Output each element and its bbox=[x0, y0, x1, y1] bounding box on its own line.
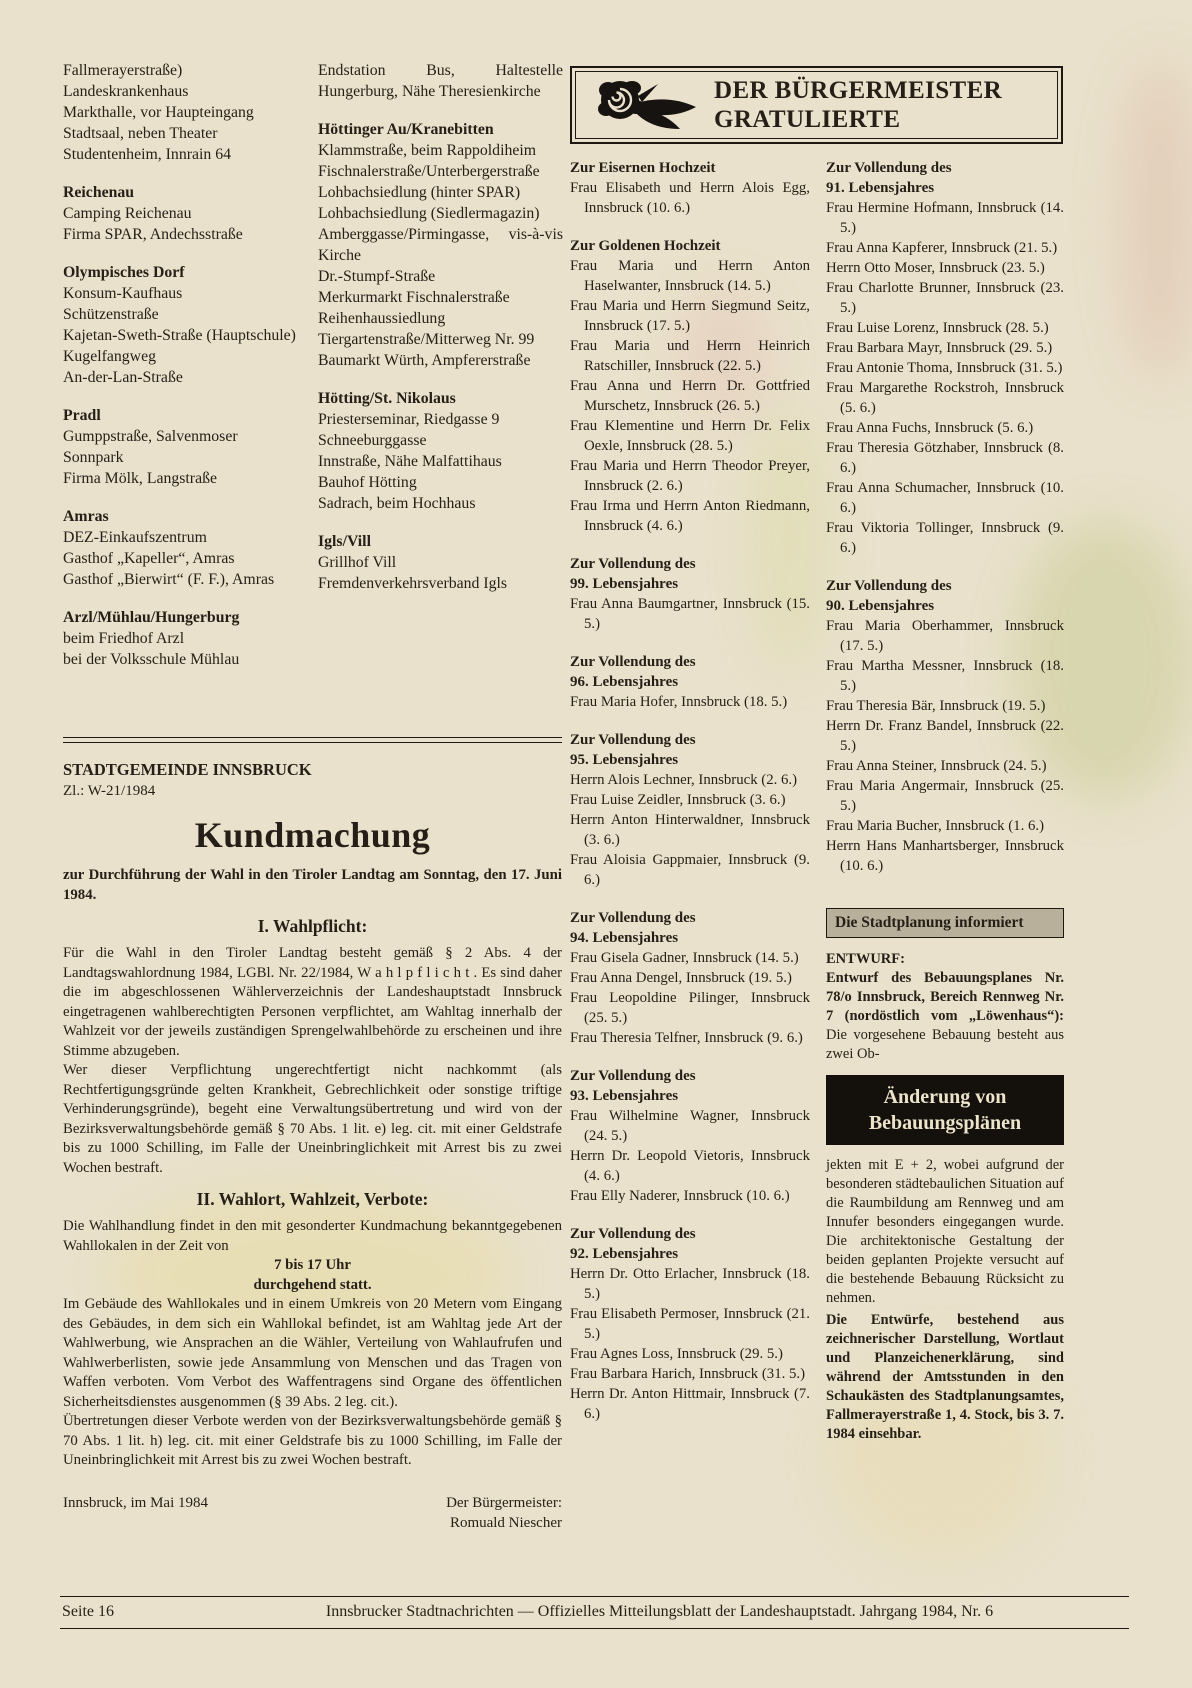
location-item: beim Friedhof Arzl bbox=[63, 630, 185, 647]
stadtplanung-box-title: Die Stadtplanung informiert bbox=[826, 908, 1064, 938]
kundmachung-title: Kundmachung bbox=[194, 815, 431, 855]
location-item: Landeskrankenhaus bbox=[63, 83, 189, 100]
gratulation-section-title: Zur Vollendung des 96. Lebensjahres bbox=[570, 654, 696, 690]
page-footer bbox=[60, 1596, 1129, 1629]
gratulation-entry: Frau Maria und Herrn Siegmund Seitz, Innsbruck (17. 5.) bbox=[570, 298, 810, 334]
location-group-heading: Igls/Vill bbox=[318, 533, 371, 550]
kundmachung-signature-row bbox=[63, 1493, 562, 1533]
gratulation-entry: Frau Theresia Götzhaber, Innsbruck (8. 6.) bbox=[826, 440, 1064, 476]
gratulation-section bbox=[570, 1224, 810, 1424]
double-rule bbox=[63, 737, 562, 743]
location-item: Fremdenverkehrsverband Igls bbox=[318, 575, 508, 592]
location-item: Priesterseminar, Riedgasse 9 bbox=[318, 411, 500, 428]
location-item: An-der-Lan-Straße bbox=[63, 369, 183, 386]
location-item: Firma SPAR, Andechsstraße bbox=[63, 226, 243, 243]
location-group bbox=[318, 388, 563, 514]
location-item: Schützenstraße bbox=[63, 306, 159, 323]
gratulation-entry-list bbox=[570, 948, 810, 1048]
location-item: Stadtsaal, neben Theater bbox=[63, 125, 218, 142]
location-item: Merkurmarkt Fischnalerstraße bbox=[318, 289, 510, 306]
gratulation-entry: Herrn Alois Lechner, Innsbruck (2. 6.) bbox=[570, 772, 798, 788]
entwurf-regular-text: Die vorgesehene Bebauung besteht aus zwei Ob- bbox=[826, 1027, 1064, 1062]
location-item: Sadrach, beim Hochhaus bbox=[318, 495, 476, 512]
gratulation-entry: Frau Leopoldine Pilinger, Innsbruck (25. 5.) bbox=[570, 990, 810, 1026]
gratulation-entry: Frau Maria und Herrn Heinrich Ratschiller, Innsbruck (22. 5.) bbox=[570, 338, 810, 374]
location-list bbox=[63, 60, 308, 165]
location-group-heading: Höttinger Au/Kranebitten bbox=[318, 121, 494, 138]
gratulation-section bbox=[570, 908, 810, 1048]
entwurf-paragraph bbox=[826, 969, 1064, 1064]
gratulation-header-inner bbox=[575, 71, 1058, 139]
kundmachung-org: STADTGEMEINDE INNSBRUCK bbox=[63, 760, 312, 779]
gratulation-section-title: Zur Vollendung des 93. Lebensjahres bbox=[570, 1068, 696, 1104]
gratulation-entry: Herrn Dr. Otto Erlacher, Innsbruck (18. 5.) bbox=[570, 1266, 810, 1302]
gratulation-entry: Herrn Anton Hinterwaldner, Innsbruck (3. 6.) bbox=[570, 812, 810, 848]
kundmachung-section2-body bbox=[63, 1295, 562, 1471]
location-group bbox=[63, 182, 308, 245]
gratulation-section bbox=[826, 576, 1064, 876]
location-item: Klammstraße, beim Rappoldiheim bbox=[318, 142, 537, 159]
location-item: Endstation Bus, Haltestelle Hungerburg, Nähe Theresienkirche bbox=[318, 62, 563, 100]
gratulation-entry: Frau Margarethe Rockstroh, Innsbruck (5. 6.) bbox=[826, 380, 1064, 416]
location-group bbox=[318, 60, 563, 102]
gratulation-entry: Frau Anna und Herrn Dr. Gottfried Murschetz, Innsbruck (26. 5.) bbox=[570, 378, 810, 414]
gratulation-entry-list bbox=[826, 198, 1064, 558]
gratulation-section bbox=[570, 652, 810, 712]
location-list bbox=[63, 283, 308, 388]
gratulation-title-line2: GRATULIERTE bbox=[714, 106, 901, 133]
gratulation-entry: Frau Wilhelmine Wagner, Innsbruck (24. 5.) bbox=[570, 1108, 810, 1144]
gratulation-entry: Frau Anna Kapferer, Innsbruck (21. 5.) bbox=[826, 240, 1058, 256]
location-list bbox=[318, 60, 563, 102]
gratulation-column-3 bbox=[570, 158, 810, 1424]
gratulation-section-title: Zur Vollendung des 95. Lebensjahres bbox=[570, 732, 696, 768]
gratulation-entry-list bbox=[570, 1264, 810, 1424]
gratulation-entry: Frau Irma und Herrn Anton Riedmann, Innsbruck (4. 6.) bbox=[570, 498, 810, 534]
gratulation-entry: Frau Luise Lorenz, Innsbruck (28. 5.) bbox=[826, 320, 1049, 336]
bebauungsplaene-headline: Änderung von Bebauungsplänen bbox=[826, 1075, 1064, 1145]
page-number: Seite 16 bbox=[62, 1603, 114, 1620]
location-list bbox=[318, 140, 563, 371]
location-list bbox=[63, 426, 308, 489]
gratulation-section bbox=[826, 158, 1064, 558]
gratulation-section bbox=[570, 730, 810, 890]
paper-stain bbox=[1120, 60, 1192, 380]
kundmachung-subtitle: zur Durchführung der Wahl in den Tiroler Landtag am Sonntag, den 17. Juni 1984. bbox=[63, 867, 562, 903]
gratulation-entry: Herrn Dr. Franz Bandel, Innsbruck (22. 5.) bbox=[826, 718, 1064, 754]
gratulation-entry: Frau Anna Dengel, Innsbruck (19. 5.) bbox=[570, 970, 792, 986]
gratulation-section-title: Zur Vollendung des 91. Lebensjahres bbox=[826, 160, 952, 196]
location-group-heading: Hötting/St. Nikolaus bbox=[318, 390, 456, 407]
location-list bbox=[318, 552, 563, 594]
location-item: Kugelfangweg bbox=[63, 348, 156, 365]
kundmachung-paragraph: Wer dieser Verpflichtung ungerechtfertigt nicht nachkommt (als Rechtfertigungsgründe gelten Krankheit, Gebrechlichkeit oder sonstige triftige Verhinderungsgründe), begeht eine Verwaltungsübertretung und wird von der Bezirksverwaltungsbehörde gemäß § 70 Abs. 1 lit. e) leg. cit. mit einer Geldstrafe bis zu 1000 Schilling, im Falle der Uneinbringlichkeit mit Arrest bis zu zwei Wochen bestraft. bbox=[63, 1062, 562, 1176]
stadtplanung-notice: Die Entwürfe, bestehend aus zeichnerischer Darstellung, Wortlaut und Planzeichenerklärung, sind während der Amtsstunden in den Schaukästen des Stadtplanungsamtes, Fallmerayerstraße 1, 4. Stock, bis 3. 7. 1984 einsehbar. bbox=[826, 1312, 1064, 1442]
kundmachung-section1-body bbox=[63, 944, 562, 1178]
gratulation-section-title: Zur Vollendung des 99. Lebensjahres bbox=[570, 556, 696, 592]
gratulation-entry: Frau Agnes Loss, Innsbruck (29. 5.) bbox=[570, 1346, 783, 1362]
gratulation-section-title: Zur Eisernen Hochzeit bbox=[570, 160, 716, 176]
gratulation-entry: Frau Elly Naderer, Innsbruck (10. 6.) bbox=[570, 1188, 790, 1204]
location-group bbox=[63, 607, 308, 670]
gratulation-section bbox=[570, 158, 810, 218]
location-item: Fischnalerstraße/Unterbergerstraße bbox=[318, 163, 540, 180]
gratulation-entry-list bbox=[570, 1106, 810, 1206]
gratulation-section-title: Zur Vollendung des 90. Lebensjahres bbox=[826, 578, 952, 614]
kundmachung-section2-title: II. Wahlort, Wahlzeit, Verbote: bbox=[196, 1189, 429, 1209]
kundmachung-reference: Zl.: W-21/1984 bbox=[63, 783, 156, 799]
polling-locations-column-2 bbox=[318, 60, 563, 594]
location-item: Reihenhaussiedlung Tiergartenstraße/Mitterweg Nr. 99 bbox=[318, 310, 535, 348]
location-item: Dr.-Stumpf-Straße bbox=[318, 268, 436, 285]
gratulation-entry: Frau Anna Baumgartner, Innsbruck (15. 5.) bbox=[570, 596, 810, 632]
stadtplanung-box bbox=[826, 908, 1064, 1444]
voting-hours: 7 bis 17 Uhr bbox=[274, 1257, 351, 1273]
location-item: bei der Volksschule Mühlau bbox=[63, 651, 240, 668]
gratulation-entry: Frau Maria Hofer, Innsbruck (18. 5.) bbox=[570, 694, 788, 710]
gratulation-entry: Frau Elisabeth und Herrn Alois Egg, Innsbruck (10. 6.) bbox=[570, 180, 810, 216]
kundmachung-paragraph: Für die Wahl in den Tiroler Landtag besteht gemäß § 2 Abs. 4 der Landtagswahlordnung 1984, LGBl. Nr. 22/1984, W a h l p f l i c h t . Es sind daher die im abgeschlossenen Wählerverzeichnis der Landeshauptstadt Innsbruck eingetragenen wahlberechtigten Personen verpflichtet, am Wahltag innerhalb der Wahlzeit vor der jeweils zuständigen Sprengelwahlbehörde zu erscheinen und ihre Stimme abzugeben. bbox=[63, 945, 562, 1059]
rose-icon bbox=[586, 74, 704, 137]
gratulation-entry-list bbox=[826, 616, 1064, 876]
gratulation-entry: Herrn Dr. Leopold Vietoris, Innsbruck (4. 6.) bbox=[570, 1148, 810, 1184]
voting-hours-continuous: durchgehend statt. bbox=[253, 1276, 372, 1293]
gratulation-entry: Frau Maria und Herrn Theodor Preyer, Innsbruck (2. 6.) bbox=[570, 458, 810, 494]
location-item: Gasthof „Kapeller“, Amras bbox=[63, 550, 235, 567]
gratulation-entry: Frau Theresia Bär, Innsbruck (19. 5.) bbox=[826, 698, 1046, 714]
gratulation-section-title: Zur Vollendung des 92. Lebensjahres bbox=[570, 1226, 696, 1262]
gratulation-title-line1: DER BÜRGERMEISTER bbox=[714, 77, 1003, 104]
location-item: Kajetan-Sweth-Straße (Hauptschule) bbox=[63, 327, 296, 344]
gratulation-column-4 bbox=[826, 158, 1064, 1444]
gratulation-section bbox=[570, 554, 810, 634]
gratulation-header-box bbox=[570, 66, 1063, 144]
gratulation-entry: Frau Maria Angermair, Innsbruck (25. 5.) bbox=[826, 778, 1064, 814]
location-item: Gumppstraße, Salvenmoser bbox=[63, 428, 238, 445]
location-item: Markthalle, vor Haupteingang bbox=[63, 104, 254, 121]
gratulation-section bbox=[570, 236, 810, 536]
gratulation-entry: Herrn Hans Manhartsberger, Innsbruck (10. 6.) bbox=[826, 838, 1064, 874]
location-item: Bauhof Hötting bbox=[318, 474, 417, 491]
signer-role: Der Bürgermeister: bbox=[446, 1494, 562, 1511]
location-group-heading: Arzl/Mühlau/Hungerburg bbox=[63, 609, 240, 626]
gratulation-entry: Herrn Dr. Anton Hittmair, Innsbruck (7. 6.) bbox=[570, 1386, 810, 1422]
location-item: Schneeburggasse bbox=[318, 432, 427, 449]
location-item: Grillhof Vill bbox=[318, 554, 397, 571]
location-item: Sonnpark bbox=[63, 449, 124, 466]
gratulation-entry: Frau Aloisia Gappmaier, Innsbruck (9. 6.) bbox=[570, 852, 810, 888]
gratulation-entry: Frau Hermine Hofmann, Innsbruck (14. 5.) bbox=[826, 200, 1064, 236]
kundmachung-paragraph: Übertretungen dieser Verbote werden von der Bezirksverwaltungsbehörde gemäß § 70 Abs. 1 lit. h) leg. cit. mit einer Geldstrafe bis zu 1000 Schilling, im Falle der Uneinbringlichkeit mit Arrest bis zu zwei Wochen bestraft. bbox=[63, 1413, 562, 1468]
location-group bbox=[63, 60, 308, 165]
gratulation-entry: Frau Maria und Herrn Anton Haselwanter, Innsbruck (14. 5.) bbox=[570, 258, 810, 294]
gratulation-entry-list bbox=[570, 256, 810, 536]
gratulation-entry: Frau Antonie Thoma, Innsbruck (31. 5.) bbox=[826, 360, 1063, 376]
location-item: Konsum-Kaufhaus bbox=[63, 285, 183, 302]
gratulation-entry: Frau Luise Zeidler, Innsbruck (3. 6.) bbox=[570, 792, 786, 808]
masthead: Innsbrucker Stadtnachrichten — Offizielles Mitteilungsblatt der Landeshauptstadt. Jahrgang 1984, Nr. 6 bbox=[325, 1603, 994, 1620]
location-list bbox=[63, 628, 308, 670]
location-list bbox=[318, 409, 563, 514]
entwurf-label: ENTWURF: bbox=[826, 951, 905, 967]
location-item: Studentenheim, Innrain 64 bbox=[63, 146, 232, 163]
gratulation-entry: Frau Viktoria Tollinger, Innsbruck (9. 6.) bbox=[826, 520, 1064, 556]
gratulation-entry: Frau Klementine und Herrn Dr. Felix Oexle, Innsbruck (28. 5.) bbox=[570, 418, 810, 454]
location-item: Gasthof „Bierwirt“ (F. F.), Amras bbox=[63, 571, 275, 588]
location-item: Camping Reichenau bbox=[63, 205, 192, 222]
location-list bbox=[63, 203, 308, 245]
location-group-heading: Reichenau bbox=[63, 184, 135, 201]
gratulation-entry: Frau Gisela Gadner, Innsbruck (14. 5.) bbox=[570, 950, 799, 966]
location-group bbox=[63, 506, 308, 590]
stadtplanung-body bbox=[826, 950, 1064, 1444]
gratulation-entry: Frau Barbara Mayr, Innsbruck (29. 5.) bbox=[826, 340, 1053, 356]
kundmachung-section2-intro: Die Wahlhandlung findet in den mit gesonderter Kundmachung bekanntgegebenen Wahllokalen in der Zeit von bbox=[63, 1218, 562, 1254]
location-item: Innstraße, Nähe Malfattihaus bbox=[318, 453, 502, 470]
gratulation-section bbox=[570, 1066, 810, 1206]
gratulation-entry: Frau Anna Steiner, Innsbruck (24. 5.) bbox=[826, 758, 1047, 774]
gratulation-entry: Frau Elisabeth Permoser, Innsbruck (21. 5.) bbox=[570, 1306, 810, 1342]
gratulation-entry-list bbox=[570, 594, 810, 634]
location-item: Firma Mölk, Langstraße bbox=[63, 470, 217, 487]
kundmachung-paragraph: Im Gebäude des Wahllokales und in einem Umkreis von 20 Metern vom Eingang des Gebäudes, in dem sich ein Wahllokal befindet, ist am Wahltag jede Art der Wahlwerbung, wie Ansprachen an die Wähler, Verteilung von Wahlaufrufen und Wahlwerberlisten, sowie jede Ansammlung von Menschen und das Tragen von Waffen verboten. Vom Verbot des Waffentragens sind Organe des öffentlichen Sicherheitsdienstes ausgenommen (§ 39 Abs. 2 leg. cit.). bbox=[63, 1296, 562, 1410]
location-item: DEZ-Einkaufszentrum bbox=[63, 529, 207, 546]
gratulation-entry-list bbox=[570, 178, 810, 218]
location-item: Baumarkt Würth, Ampfererstraße bbox=[318, 352, 531, 369]
location-item: Amberggasse/Pirmingasse, vis-à-vis Kirche bbox=[318, 226, 563, 264]
gratulation-entry: Frau Martha Messner, Innsbruck (18. 5.) bbox=[826, 658, 1064, 694]
gratulation-entry-list bbox=[570, 770, 810, 890]
gratulation-entry: Frau Charlotte Brunner, Innsbruck (23. 5.) bbox=[826, 280, 1064, 316]
gratulation-entry-list bbox=[570, 692, 810, 712]
location-group bbox=[63, 262, 308, 388]
location-group bbox=[318, 531, 563, 594]
gratulation-title bbox=[714, 76, 1002, 134]
location-group bbox=[318, 119, 563, 371]
polling-locations-column-1 bbox=[63, 60, 308, 670]
gratulation-section-title: Zur Goldenen Hochzeit bbox=[570, 238, 721, 254]
gratulation-entry: Frau Maria Bucher, Innsbruck (1. 6.) bbox=[826, 818, 1045, 834]
location-group-heading: Amras bbox=[63, 508, 109, 525]
gratulation-section-title: Zur Vollendung des 94. Lebensjahres bbox=[570, 910, 696, 946]
location-group-heading: Pradl bbox=[63, 407, 101, 424]
gratulation-entry: Frau Theresia Telfner, Innsbruck (9. 6.) bbox=[570, 1030, 803, 1046]
location-group-heading: Olympisches Dorf bbox=[63, 264, 185, 281]
entwurf-bold-text: Entwurf des Bebauungsplanes Nr. 78/o Innsbruck, Bereich Rennweg Nr. 7 (nordöstlich vom „Löwenhaus“): bbox=[826, 970, 1064, 1024]
location-item: Lohbachsiedlung (hinter SPAR) bbox=[318, 184, 521, 201]
gratulation-entry: Frau Barbara Harich, Innsbruck (31. 5.) bbox=[570, 1366, 806, 1382]
gratulation-entry: Frau Maria Oberhammer, Innsbruck (17. 5.) bbox=[826, 618, 1064, 654]
signer-name: Romuald Niescher bbox=[449, 1514, 562, 1531]
gratulation-entry: Herrn Otto Moser, Innsbruck (23. 5.) bbox=[826, 260, 1045, 276]
kundmachung-section bbox=[63, 737, 562, 1533]
kundmachung-section1-title: I. Wahlpflicht: bbox=[257, 916, 368, 936]
stadtplanung-continuation: jekten mit E + 2, wobei aufgrund der besonderen städtebaulichen Situation auf die Raumbildung am Rennweg und am Innufer besonders eingegangen wurde. Die architektonische Gestaltung der beiden geplanten Projekte versucht auf die bestehende Bebauung Rücksicht zu nehmen. bbox=[826, 1157, 1064, 1306]
location-group bbox=[63, 405, 308, 489]
location-item: Fallmerayerstraße) bbox=[63, 62, 183, 79]
location-item: Lohbachsiedlung (Siedlermagazin) bbox=[318, 205, 540, 222]
kundmachung-signature bbox=[446, 1493, 562, 1533]
location-list bbox=[63, 527, 308, 590]
gratulation-entry: Frau Anna Fuchs, Innsbruck (5. 6.) bbox=[826, 420, 1034, 436]
gratulation-entry: Frau Anna Schumacher, Innsbruck (10. 6.) bbox=[826, 480, 1064, 516]
kundmachung-date-place: Innsbruck, im Mai 1984 bbox=[63, 1494, 208, 1511]
